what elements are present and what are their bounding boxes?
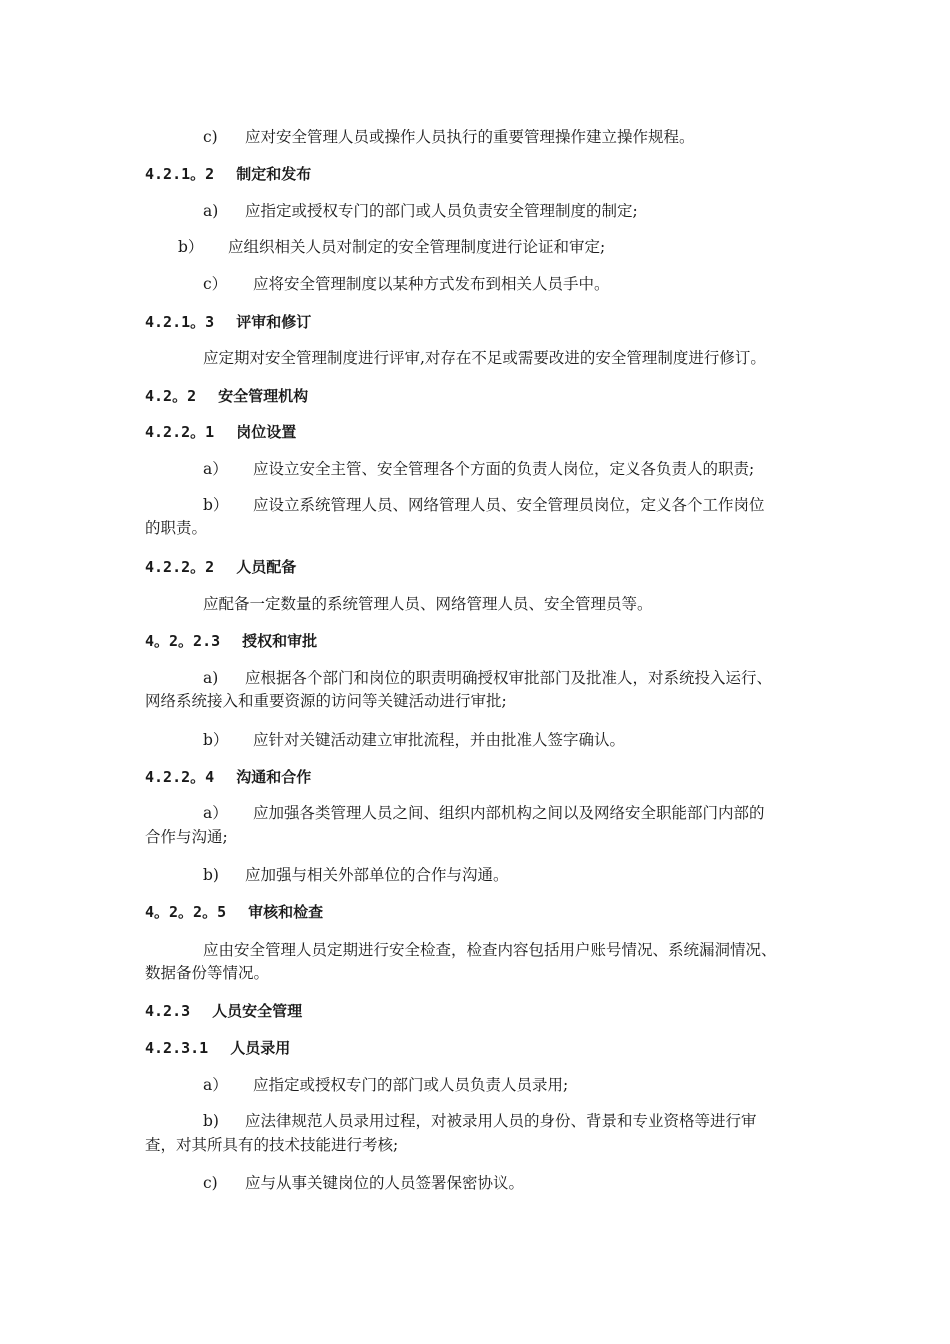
section-title: 授权和审批 [242,632,318,650]
list-marker: a） [203,1076,228,1094]
list-marker: a） [203,804,228,822]
section-title: 沟通和合作 [236,768,312,786]
list-item-text: 应加强各类管理人员之间、组织内部机构之间以及网络安全职能部门内部的 [253,804,765,822]
section-number: 4.2。2 [145,387,197,405]
list-marker: c) [203,128,218,146]
section-title: 评审和修订 [236,313,312,331]
list-item-text: 应设立安全主管、安全管理各个方面的负责人岗位，定义各负责人的职责; [253,460,755,478]
list-item-text: 应指定或授权专门的部门或人员负责人员录用; [253,1076,569,1094]
paragraph-text: 应由安全管理人员定期进行安全检查，检查内容包括用户账号情况、系统漏洞情况、 [203,941,777,959]
list-item-text: 应针对关键活动建立审批流程，并由批准人签字确认。 [253,731,626,749]
paragraph-continuation: 数据备份等情况。 [145,964,270,982]
list-marker: a) [203,202,219,220]
section-title: 人员安全管理 [212,1002,303,1020]
list-item-text: 应将安全管理制度以某种方式发布到相关人员手中。 [253,275,610,293]
section-title: 安全管理机构 [218,387,309,405]
list-marker: b） [203,496,229,514]
list-marker: b） [203,731,229,749]
list-item-text: 应与从事关键岗位的人员签署保密协议。 [245,1174,525,1192]
section-number: 4.2.1。2 [145,165,215,183]
section-heading [145,421,820,443]
list-marker: a） [203,460,228,478]
section-heading [145,163,820,185]
section-number: 4.2.2。4 [145,768,215,786]
list-marker: b) [203,1112,219,1130]
list-marker: c） [203,275,228,293]
section-heading [145,385,820,407]
section-number: 4。2。2。5 [145,903,227,921]
section-heading [145,1000,820,1022]
section-title: 制定和发布 [236,165,312,183]
list-item-text: 应组织相关人员对制定的安全管理制度进行论证和审定; [228,238,606,256]
list-item-text: 应加强与相关外部单位的合作与沟通。 [245,866,509,884]
section-heading [145,630,820,652]
list-item-continuation: 网络系统接入和重要资源的访问等关键活动进行审批; [145,692,507,710]
list-item-text: 应对安全管理人员或操作人员执行的重要管理操作建立操作规程。 [245,128,695,146]
section-title: 岗位设置 [236,423,297,441]
list-marker: b) [203,866,219,884]
list-item-text: 应设立系统管理人员、网络管理人员、安全管理员岗位，定义各个工作岗位 [253,496,765,514]
list-item-text: 应根据各个部门和岗位的职责明确授权审批部门及批准人，对系统投入运行、 [245,669,773,687]
section-number: 4.2.2。1 [145,423,215,441]
list-marker: b） [178,238,204,256]
paragraph-text: 应配备一定数量的系统管理人员、网络管理人员、安全管理员等。 [203,595,653,613]
section-title: 人员录用 [230,1039,291,1057]
section-heading [145,901,820,923]
section-number: 4.2.2。2 [145,558,215,576]
section-title: 人员配备 [236,558,297,576]
section-title: 审核和检查 [248,903,324,921]
list-item-text: 应法律规范人员录用过程，对被录用人员的身份、背景和专业资格等进行审 [245,1112,757,1130]
section-number: 4.2.3 [145,1002,191,1020]
section-number: 4。2。2.3 [145,632,221,650]
list-marker: a) [203,669,219,687]
section-number: 4.2.3.1 [145,1039,209,1057]
section-heading [145,556,820,578]
section-heading [145,311,820,333]
section-heading [145,1037,820,1059]
list-marker: c) [203,1174,218,1192]
paragraph-text: 应定期对安全管理制度进行评审,对存在不足或需要改进的安全管理制度进行修订。 [203,349,766,367]
list-item-continuation: 的职责。 [145,519,208,537]
list-item-continuation: 合作与沟通; [145,828,228,846]
list-item-text: 应指定或授权专门的部门或人员负责安全管理制度的制定; [245,202,638,220]
section-heading [145,766,820,788]
list-item-continuation: 查，对其所具有的技术技能进行考核; [145,1136,399,1154]
section-number: 4.2.1。3 [145,313,215,331]
